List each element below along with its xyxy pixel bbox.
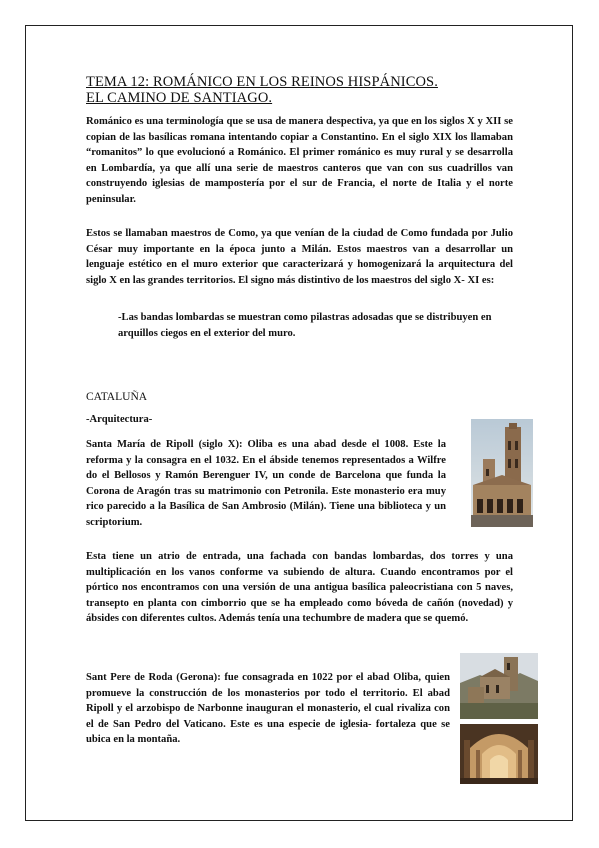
ripoll-paragraph: Santa María de Ripoll (siglo X): Oliba es una abad desde el 1008. Este la reforma y la consagra en el 1032. En el ábside tenemos representados a Wilfre do el Bellosos y Ramón Berenguer IV, un conde de Barcelona que funda la Corona de Aragón tras su matrimonio con Petronila. Este monasterio era muy rico parecido a la Basílica de San Ambrosio (Milán). Tiene una biblioteca y un scriptorium. bbox=[86, 439, 446, 528]
section-heading-cataluna: CATALUÑA bbox=[86, 391, 148, 403]
sant-pere-de-roda-paragraph: Sant Pere de Roda (Gerona): fue consagrada en 1022 por el abad Oliba, quien promueve la construcción de los monasterios por todo el territorio. El abad Ripoll y el arzobispo de Narbonne inauguran el monasterio, el cual rivaliza con el de San Pedro del Vaticano. Este es una especie de iglesia- fortaleza que se ubica en la montaña. bbox=[86, 672, 450, 746]
sant-pere-de-roda-exterior-photo bbox=[460, 653, 538, 719]
title-line-1: TEMA 12: ROMÁNICO EN LOS REINOS HISPÁNICOS. bbox=[86, 74, 438, 90]
atrium-paragraph: Esta tiene un atrio de entrada, una fachada con bandas lombardas, dos torres y una multiplicación en los vanos conforme va subiendo de altura. Cuando encontramos por el pórtico nos encontramos con una versión de una antigua basílica paleocristiana con 5 naves, transepto en planta con cimborrio que se ha empleado como bóveda de cañón (novedad) y ábsides con diferentes cultos. Además tenía una techumbre de madera que se quemó. bbox=[86, 551, 513, 625]
sant-pere-de-roda-interior-photo bbox=[460, 724, 538, 784]
subheading-arquitectura: -Arquitectura- bbox=[86, 414, 153, 425]
intro-paragraph-2: Estos se llamaban maestros de Como, ya que venían de la ciudad de Como fundada por Julio César muy importante en la época junto a Milán. Estos maestros van a desarrollar un lenguaje estético en el muro exterior que caracterizará y homogenizará la arquitectura del siglo X en las grandes territorios. El signo más distintivo de los maestros del siglo X- XI es: bbox=[86, 228, 513, 286]
lombard-bands-point: -Las bandas lombardas se muestran como pilastras adosadas que se distribuyen en arquillos ciegos en el exterior del muro. bbox=[118, 312, 492, 339]
document-title bbox=[86, 74, 516, 106]
ripoll-monastery-photo bbox=[471, 419, 533, 527]
title-line-2: EL CAMINO DE SANTIAGO. bbox=[86, 90, 273, 106]
intro-paragraph-1: Románico es una terminología que se usa de manera despectiva, ya que en los siglos X y XII se copian de las basílicas romana intentando copiar a Constantino. En el siglo XIX los llamaban “romanitos” lo que evolucionó a Románico. El primer románico es muy rural y se desarrolla en Lombardía, ya que allí una serie de maestros canteros que van con sus cuadrillos van construyendo iglesias de mampostería por el sur de Francia, el norte de Italia y el norte peninsular. bbox=[86, 116, 513, 205]
